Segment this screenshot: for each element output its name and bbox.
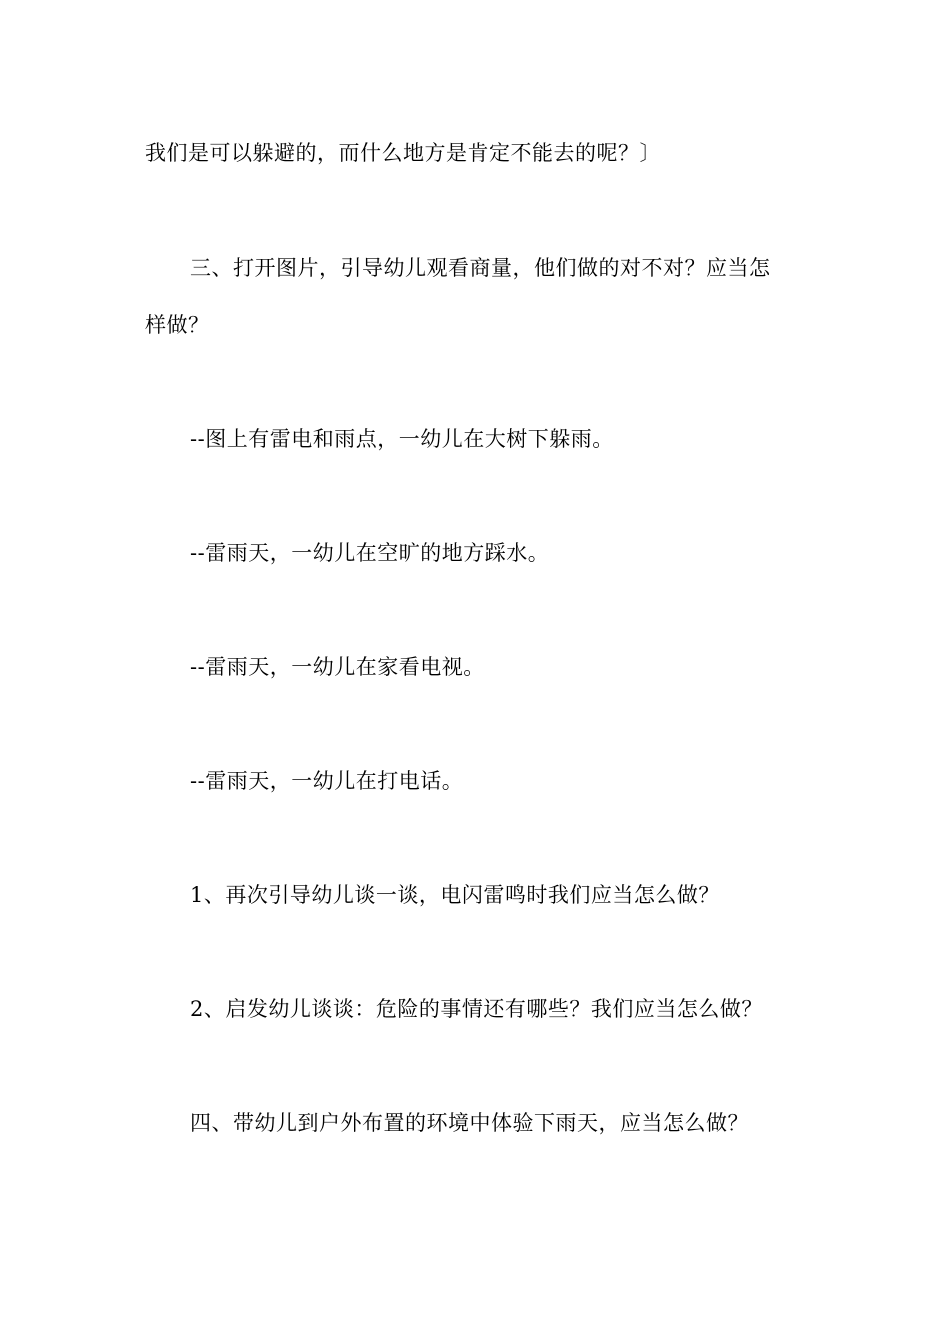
picture-description-3: --雷雨天，一幼儿在家看电视。 xyxy=(190,655,485,679)
numbered-item-1: 1、再次引导幼儿谈一谈，电闪雷鸣时我们应当怎么做？ xyxy=(190,883,720,907)
picture-description-2: --雷雨天，一幼儿在空旷的地方踩水。 xyxy=(190,541,550,565)
picture-description-1: --图上有雷电和雨点，一幼儿在大树下躲雨。 xyxy=(190,427,614,451)
paragraph-continuation-line: 我们是可以躲避的，而什么地方是肯定不能去的呢？〕 xyxy=(145,141,661,165)
picture-description-4: --雷雨天，一幼儿在打电话。 xyxy=(190,769,464,793)
numbered-item-2: 2、启发幼儿谈谈：危险的事情还有哪些？我们应当怎么做？ xyxy=(190,997,763,1021)
section-four-heading: 四、带幼儿到户外布置的环境中体验下雨天，应当怎么做？ xyxy=(190,1111,749,1135)
section-three-heading-line-2: 样做？ xyxy=(145,313,210,337)
section-three-heading-line-1: 三、打开图片，引导幼儿观看商量，他们做的对不对？应当怎 xyxy=(190,256,771,280)
